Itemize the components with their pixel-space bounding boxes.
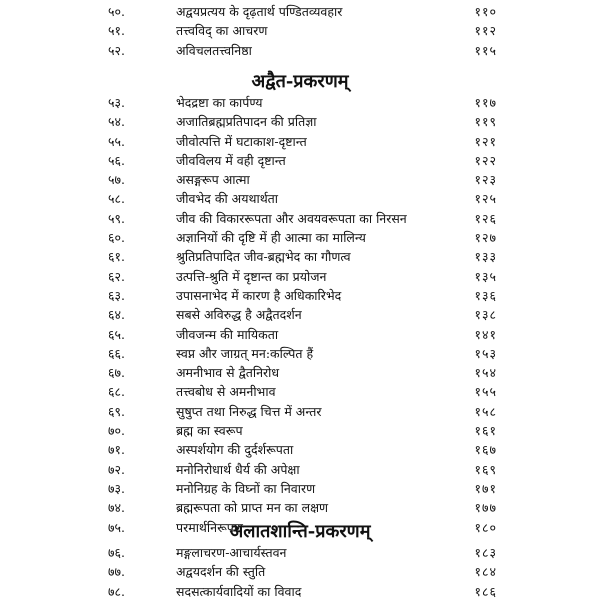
entry-number: ६७. [108,365,125,381]
entry-title: श्रुतिप्रतिपादित जीव-ब्रह्मभेद का गौणत्व [176,249,351,265]
entry-page-number: १३६ [474,287,497,303]
entry-number: ५३. [108,95,125,110]
entry-page-number: १६१ [474,423,497,439]
entry-number: ७०. [108,423,125,439]
toc-entry [0,112,600,131]
entry-page-number: १२६ [474,210,497,226]
toc-entry [0,460,600,479]
entry-number: ६२. [108,268,125,284]
entry-title: जीव की विकाररूपता और अवयवरूपता का निरसन [176,210,407,226]
entry-page-number: १३३ [474,249,497,265]
entry-number: ७८. [108,583,125,599]
entry-title: सुषुप्त तथा निरुद्ध चित्त में अन्तर [176,403,322,419]
entry-title: जीवोत्पत्ति में घटाकाश-दृष्टान्त [176,133,307,149]
entry-title: उपासनाभेद में कारण है अधिकारिभेद [176,287,342,303]
entry-title: मनोनिरोधार्थ धैर्य की अपेक्षा [176,461,300,477]
entry-page-number: ११९ [474,114,497,130]
entry-title: जीवभेद की अयथार्थता [176,191,279,207]
entry-page-number: १५३ [474,345,497,361]
toc-entry [0,325,600,344]
toc-entry [0,344,600,363]
entry-number: ७७. [108,564,125,580]
entry-number: ५५. [108,133,125,149]
entry-page-number: ११२ [474,23,497,39]
entry-page-number: १८० [474,519,497,535]
entry-number: ५२. [108,42,125,58]
toc-entry [0,93,600,112]
entry-title: अद्वयप्रत्यय के दृढ़तार्थ पण्डितव्यवहार [176,4,343,19]
entry-title: असङ्गरूप आत्मा [176,172,250,188]
entry-title: तत्त्वबोध से अमनीभाव [176,384,276,400]
entry-page-number: १४१ [474,326,497,342]
toc-entry [0,209,600,228]
entry-page-number: १२२ [474,152,497,168]
entry-title: परमार्थनिरूपण [176,519,243,535]
entry-page-number: १२१ [474,133,497,149]
entry-title: जीवजन्म की मायिकता [176,326,279,342]
entry-page-number: १५५ [474,384,497,400]
entry-title: भेदद्रष्टा का कार्पण्य [176,95,263,110]
entry-page-number: १८६ [474,583,497,599]
toc-entry [0,440,600,459]
toc-entry [0,41,600,60]
entry-title: सदसत्कार्यवादियों का विवाद [176,583,302,599]
entry-page-number: १२५ [474,191,497,207]
entry-page-number: १२७ [474,230,497,246]
entry-number: ५७. [108,172,125,188]
toc-entry [0,21,600,40]
entry-title: अद्वयदर्शन की स्तुति [176,564,266,580]
entry-title: अज्ञानियों की दृष्टि में ही आत्मा का मालिन्य [176,230,366,246]
toc-entry [0,305,600,324]
entry-number: ६८. [108,384,125,400]
entry-page-number: १५८ [474,403,497,419]
entry-number: ६३. [108,287,125,303]
entry-page-number: १६९ [474,461,497,477]
entry-number: ६५. [108,326,125,342]
toc-entry [0,479,600,498]
entry-page-number: १६७ [474,442,497,458]
toc-entry [0,382,600,401]
entry-title: स्वप्न और जाग्रत् मन:कल्पित हैं [176,345,314,361]
toc-entry [0,421,600,440]
entry-title: सबसे अविरुद्ध है अद्वैतदर्शन [176,307,302,323]
toc-entry [0,228,600,247]
entry-page-number: ११७ [474,95,497,110]
toc-entry [0,151,600,170]
entry-page-number: १७७ [474,500,497,516]
entry-title: अविचलतत्त्वनिष्ठा [176,42,252,58]
entry-page-number: १८४ [474,564,497,580]
toc-entry [0,267,600,286]
toc-entry [0,170,600,189]
toc-entry [0,582,600,601]
entry-page-number: १८३ [474,545,497,560]
entry-number: ७१. [108,442,125,458]
entry-page-number: १२३ [474,172,497,188]
section-heading-advaita: अद्वैत-प्रकरणम् [251,71,349,92]
toc-section-continued [0,2,600,60]
entry-number: ७३. [108,480,125,496]
entry-number: ५४. [108,114,125,130]
toc-entry [0,498,600,517]
entry-number: ५९. [108,210,125,226]
entry-page-number: १३५ [474,268,497,284]
entry-number: ५६. [108,152,125,168]
entry-title: अमनीभाव से द्वैतनिरोध [176,365,280,381]
entry-number: ७६. [108,545,125,560]
entry-number: ७५. [108,519,125,535]
entry-title: ब्रह्म का स्वरूप [176,423,243,439]
entry-page-number: ११० [474,4,497,19]
entry-number: ५१. [108,23,125,39]
entry-title: ब्रह्मरूपता को प्राप्त मन का लक्षण [176,500,329,516]
entry-page-number: ११५ [474,42,497,58]
toc-entry [0,402,600,421]
entry-title: अस्पर्शयोग की दुर्दर्शरूपता [176,442,294,458]
entry-title: अजातिब्रह्मप्रतिपादन की प्रतिज्ञा [176,114,317,130]
entry-number: ६४. [108,307,125,323]
toc-entry [0,247,600,266]
entry-title: उत्पत्ति-श्रुति में दृष्टान्त का प्रयोजन [176,268,327,284]
entry-number: ५८. [108,191,125,207]
entry-number: ६९. [108,403,125,419]
entry-title: मङ्गलाचरण-आचार्यस्तवन [176,545,287,560]
entry-title: मनोनिग्रह के विघ्नों का निवारण [176,480,316,496]
toc-entry [0,132,600,151]
entry-page-number: १७१ [474,480,497,496]
entry-page-number: १३८ [474,307,497,323]
entry-number: ६०. [108,230,125,246]
entry-title: तत्त्वविद् का आचरण [176,23,268,39]
toc-entry [0,363,600,382]
section-heading-alatashanti: अलातशान्ति-प्रकरणम् [229,521,371,542]
entry-number: ६१. [108,249,125,265]
toc-entry [0,562,600,581]
entry-number: ६६. [108,345,125,361]
entry-page-number: १५४ [474,365,497,381]
toc-entry [0,2,600,21]
toc-section-advaita [0,93,600,537]
toc-entry [0,543,600,562]
entry-title: जीवविलय में वही दृष्टान्त [176,152,286,168]
entry-number: ७२. [108,461,125,477]
entry-number: ५०. [108,4,125,19]
toc-entry [0,189,600,208]
toc-section-alatashanti [0,543,600,601]
toc-entry [0,286,600,305]
entry-number: ७४. [108,500,125,516]
